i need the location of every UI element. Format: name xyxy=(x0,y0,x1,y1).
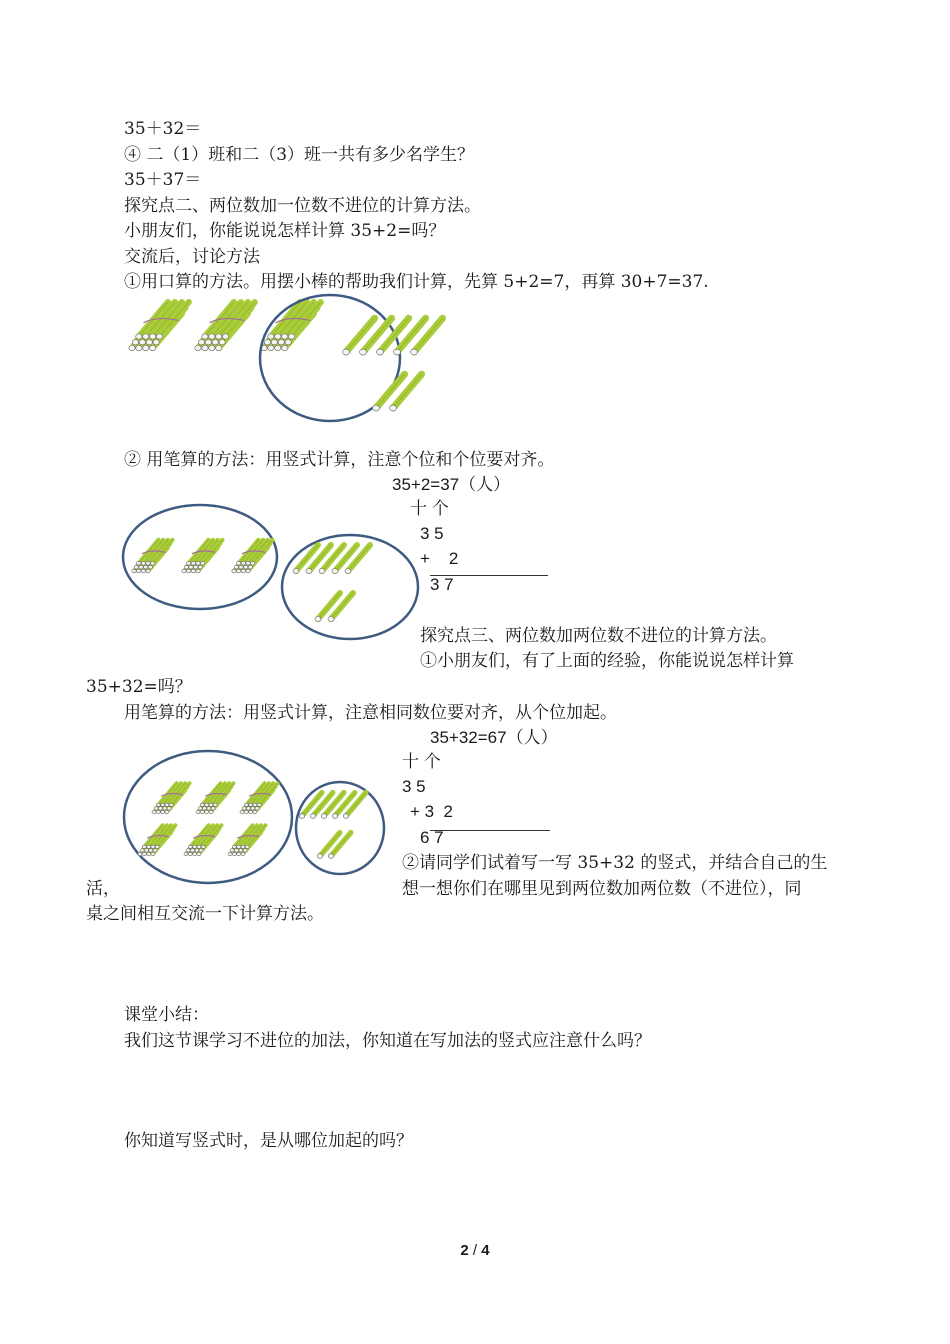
addend-row: + 3 2 xyxy=(410,802,454,821)
stick-end xyxy=(201,845,205,848)
stick-end xyxy=(151,852,155,855)
stick-end xyxy=(140,849,144,852)
stick-end xyxy=(191,849,195,852)
stick-end xyxy=(205,340,211,345)
stick-end xyxy=(191,561,195,565)
stick-end xyxy=(394,349,401,355)
stick-end xyxy=(138,852,142,855)
stick-end xyxy=(264,340,270,345)
stick-end xyxy=(237,561,241,565)
stick-bundle xyxy=(129,302,189,351)
stick-end xyxy=(242,807,246,810)
stick-end xyxy=(232,569,236,573)
stick-end xyxy=(240,810,244,813)
text-line: 交流后，讨论方法 xyxy=(124,247,260,267)
stick-end xyxy=(150,345,156,350)
stick-end xyxy=(146,561,150,565)
stick-end xyxy=(306,569,312,574)
stick-end xyxy=(248,565,252,569)
stick-end xyxy=(216,345,222,350)
equation: 35+32=67（人） xyxy=(430,728,558,747)
stick-end xyxy=(153,340,159,345)
stick-end xyxy=(275,334,281,339)
stick-end xyxy=(237,845,241,848)
stick-end xyxy=(151,561,155,565)
summary-title: 课堂小结： xyxy=(124,1005,209,1025)
addend-row: 3 5 xyxy=(420,524,444,543)
text-line: 活， xyxy=(86,879,120,899)
stick-end xyxy=(132,340,138,345)
bundles-circle xyxy=(124,751,292,883)
text-line: 35＋37＝ xyxy=(124,170,202,190)
stick-end xyxy=(182,569,186,573)
stick-end xyxy=(202,334,208,339)
stick-end xyxy=(151,845,155,848)
stick-end xyxy=(411,349,418,355)
stick-end xyxy=(232,845,236,848)
text-line: 35+32=吗？ xyxy=(86,677,192,697)
stick-end xyxy=(137,561,141,565)
stick-end xyxy=(332,569,338,574)
stick-end xyxy=(134,565,138,569)
stick-end xyxy=(205,803,209,806)
stick-end xyxy=(198,340,204,345)
stick-end xyxy=(241,845,245,848)
stick-end xyxy=(253,810,257,813)
stick-end xyxy=(197,845,201,848)
stick-end xyxy=(209,810,213,813)
text-line: ④ 二（1）班和二（3）班一共有多少名学生？ xyxy=(124,145,475,165)
stick-end xyxy=(211,807,215,810)
stick-end xyxy=(203,807,207,810)
stick-end xyxy=(212,340,218,345)
stick-end xyxy=(251,807,255,810)
stick-end xyxy=(237,852,241,855)
stick-end xyxy=(244,810,248,813)
stick-end xyxy=(142,852,146,855)
stick-end xyxy=(230,849,234,852)
page-number xyxy=(0,1242,950,1259)
stick-end xyxy=(144,565,148,569)
stick-end xyxy=(156,803,160,806)
stick-end xyxy=(198,565,202,569)
stick-end xyxy=(154,807,158,810)
stick-end xyxy=(285,340,291,345)
stick-end xyxy=(345,569,351,574)
stick-bundle xyxy=(132,540,173,573)
stick-end xyxy=(132,569,136,573)
section-heading: 探究点二、两位数加一位数不进位的计算方法。 xyxy=(124,196,481,216)
text-line: 你知道写竖式时，是从哪位加起的吗？ xyxy=(124,1131,413,1151)
stick-end xyxy=(141,561,145,565)
stick-end xyxy=(143,334,149,339)
stick-bundle xyxy=(228,825,265,855)
stick-bundle xyxy=(138,825,175,855)
sum-line xyxy=(430,830,550,831)
text-line: ② 用笔算的方法：用竖式计算，注意个位和个位要对齐。 xyxy=(124,450,555,470)
sticks-illustration-1 xyxy=(126,296,486,426)
equation: 35+2=37（人） xyxy=(392,475,511,494)
stick-end xyxy=(241,852,245,855)
stick-bundle xyxy=(232,540,273,573)
page-total: 4 xyxy=(481,1242,490,1259)
stick-end xyxy=(246,569,250,573)
stick-end xyxy=(146,340,152,345)
stick-end xyxy=(156,810,160,813)
stick-end xyxy=(332,814,338,819)
result-row: 3 7 xyxy=(430,575,454,594)
stick-end xyxy=(201,561,205,565)
stick-end xyxy=(205,810,209,813)
column-header: 十 个 xyxy=(410,499,449,518)
text-line: ①用口算的方法。用摆小棒的帮助我们计算，先算 5+2=7，再算 30+7=37. xyxy=(124,272,709,292)
stick-end xyxy=(390,405,397,411)
stick-end xyxy=(147,845,151,848)
stick-end xyxy=(243,849,247,852)
stick-end xyxy=(195,345,201,350)
page-separator: / xyxy=(472,1242,478,1259)
stick-end xyxy=(143,345,149,350)
stick-end xyxy=(188,852,192,855)
stick-bundle xyxy=(240,783,277,813)
text-line: 35＋32＝ xyxy=(124,119,202,139)
stick-end xyxy=(191,569,195,573)
stick-end xyxy=(167,807,171,810)
stick-end xyxy=(253,803,257,806)
stick-end xyxy=(186,849,190,852)
stick-end xyxy=(207,807,211,810)
stick-end xyxy=(188,845,192,848)
stick-end xyxy=(328,854,334,859)
stick-end xyxy=(200,810,204,813)
stick-end xyxy=(249,803,253,806)
stick-end xyxy=(373,405,380,411)
stick-end xyxy=(235,849,239,852)
stick-end xyxy=(161,810,165,813)
addend-row: 3 5 xyxy=(402,777,426,796)
stick-end xyxy=(288,334,294,339)
stick-end xyxy=(209,334,215,339)
stick-end xyxy=(310,814,316,819)
stick-bundles xyxy=(132,540,273,573)
stick-end xyxy=(360,349,367,355)
stick-end xyxy=(150,334,156,339)
stick-end xyxy=(137,569,141,573)
stick-end xyxy=(241,561,245,565)
stick-end xyxy=(141,569,145,573)
stick-end xyxy=(165,803,169,806)
stick-end xyxy=(198,807,202,810)
stick-bundles xyxy=(129,302,321,351)
stick-end xyxy=(199,849,203,852)
stick-end xyxy=(187,569,191,573)
stick-end xyxy=(196,561,200,565)
stick-end xyxy=(169,803,173,806)
stick-end xyxy=(244,565,248,569)
sticks-illustration-3 xyxy=(122,750,392,890)
stick-end xyxy=(165,810,169,813)
stick-end xyxy=(193,852,197,855)
stick-end xyxy=(282,334,288,339)
stick-end xyxy=(239,565,243,569)
stick-end xyxy=(328,617,334,622)
stick-end xyxy=(139,340,145,345)
stick-end xyxy=(343,349,350,355)
stick-end xyxy=(321,814,327,819)
stick-end xyxy=(239,849,243,852)
stick-end xyxy=(232,852,236,855)
stick-end xyxy=(159,807,163,810)
stick-end xyxy=(184,852,188,855)
stick-end xyxy=(268,334,274,339)
stick-end xyxy=(197,852,201,855)
stick-bundle xyxy=(182,540,223,573)
stick-end xyxy=(139,565,143,569)
stick-end xyxy=(193,845,197,848)
loose-sticks xyxy=(293,545,370,622)
stick-bundles xyxy=(138,783,277,855)
stick-end xyxy=(147,852,151,855)
stick-end xyxy=(129,345,135,350)
stick-end xyxy=(202,345,208,350)
stick-bundle xyxy=(195,302,255,351)
stick-end xyxy=(249,810,253,813)
stick-end xyxy=(194,565,198,569)
stick-end xyxy=(228,852,232,855)
stick-end xyxy=(257,803,261,806)
stick-end xyxy=(145,849,149,852)
stick-end xyxy=(237,569,241,573)
stick-end xyxy=(149,849,153,852)
stick-end xyxy=(271,340,277,345)
stick-end xyxy=(187,561,191,565)
text-line: ①小朋友们，有了上面的经验，你能说说怎样计算 xyxy=(420,651,794,671)
stick-end xyxy=(161,803,165,806)
stick-end xyxy=(282,345,288,350)
stick-end xyxy=(293,569,299,574)
stick-end xyxy=(278,340,284,345)
text-line: 桌之间相互交流一下计算方法。 xyxy=(86,904,324,924)
stick-end xyxy=(245,845,249,848)
sticks-illustration-2 xyxy=(120,505,420,640)
stick-end xyxy=(195,849,199,852)
stick-end xyxy=(142,845,146,848)
stick-end xyxy=(377,349,384,355)
stick-end xyxy=(275,345,281,350)
stick-end xyxy=(184,565,188,569)
text-line: 小朋友们，你能说说怎样计算 35+2=吗？ xyxy=(124,221,446,241)
stick-end xyxy=(146,569,150,573)
stick-end xyxy=(209,345,215,350)
text-line: 用笔算的方法：用竖式计算，注意相同数位要对齐，从个位加起。 xyxy=(124,703,617,723)
stick-end xyxy=(268,345,274,350)
stick-end xyxy=(153,849,157,852)
stick-end xyxy=(189,565,193,569)
loose-sticks xyxy=(299,793,366,859)
stick-end xyxy=(209,803,213,806)
stick-end xyxy=(247,807,251,810)
text-line: 想一想你们在哪里见到两位数加两位数（不进位），同 xyxy=(402,879,802,899)
stick-end xyxy=(234,565,238,569)
stick-end xyxy=(343,814,349,819)
stick-end xyxy=(299,814,305,819)
stick-end xyxy=(241,569,245,573)
stick-end xyxy=(219,340,225,345)
section-heading: 探究点三、两位数加两位数不进位的计算方法。 xyxy=(420,626,777,646)
stick-end xyxy=(222,334,228,339)
stick-end xyxy=(315,617,321,622)
stick-end xyxy=(216,334,222,339)
stick-end xyxy=(251,561,255,565)
stick-bundle xyxy=(184,825,221,855)
stick-end xyxy=(136,334,142,339)
stick-end xyxy=(200,803,204,806)
stick-end xyxy=(319,569,325,574)
stick-end xyxy=(196,810,200,813)
stick-bundle xyxy=(196,783,233,813)
stick-end xyxy=(148,565,152,569)
stick-end xyxy=(163,807,167,810)
stick-end xyxy=(196,569,200,573)
column-header: 十 个 xyxy=(402,752,441,771)
stick-end xyxy=(213,803,217,806)
stick-end xyxy=(255,807,259,810)
stick-bundle xyxy=(152,783,189,813)
text-line: 我们这节课学习不进位的加法，你知道在写加法的竖式应注意什么吗？ xyxy=(124,1031,651,1051)
stick-end xyxy=(155,845,159,848)
stick-end xyxy=(156,334,162,339)
text-line: ②请同学们试着写一写 35+32 的竖式，并结合自己的生 xyxy=(402,853,828,873)
stick-end xyxy=(152,810,156,813)
loose-sticks xyxy=(343,318,443,411)
stick-end xyxy=(244,803,248,806)
stick-end xyxy=(136,345,142,350)
stick-end xyxy=(317,854,323,859)
result-row: 6 7 xyxy=(420,828,444,847)
page-current: 2 xyxy=(460,1242,469,1259)
stick-end xyxy=(246,561,250,565)
addend-row: + 2 xyxy=(420,549,459,568)
